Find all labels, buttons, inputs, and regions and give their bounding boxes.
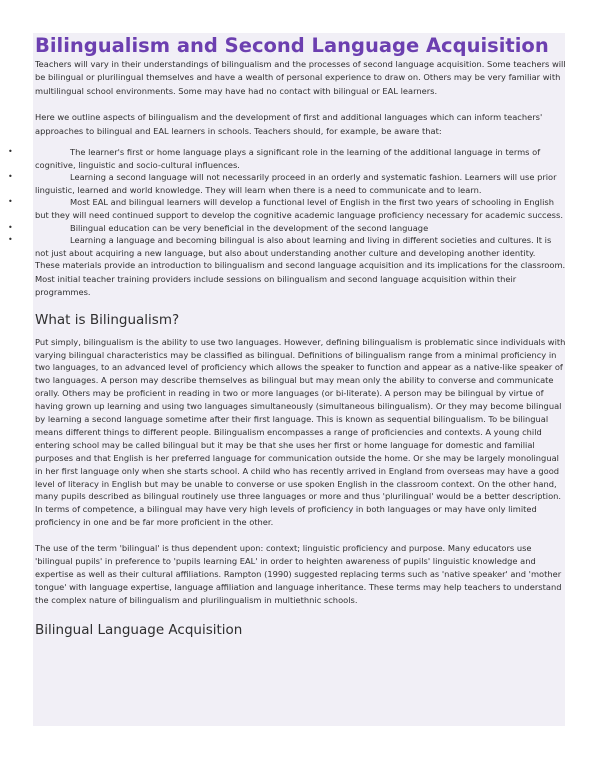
list-item [8,196,567,221]
materials-paragraph: These materials provide an introduction to bilingualism and second language acquisition and its implications for the classroom. Most initial teacher training providers include sessions on bilingualism and second language acquisition within their programmes. [35,260,566,298]
list-item-text: The learner's first or home language plays a significant role in the learning of the additional language in terms of cognitive, linguistic and socio-cultural influences. [35,147,541,170]
intro-paragraph-2: Here we outline aspects of bilingualism and the development of first and additional languages which can inform teachers' approaches to bilingual and EAL learners in schools. Teachers should, for example, be aware that: [35,112,543,136]
bullet-icon: • [8,235,13,245]
list-item-text: Bilingual education can be very beneficial in the development of the second language [70,222,429,233]
bilingual-term-paragraph: The use of the term 'bilingual' is thus dependent upon: context; linguistic proficiency and purpose. Many educators use 'bilingual pupils' in preference to 'pupils learning EAL' in order to heighten awareness of pupils' linguistic knowledge and expertise as well as their cultural affiliations. Rampton (1990) suggested replacing terms such as 'native speaker' and 'mother tongue' with language expertise, language affiliation and language inheritance. These terms may help teachers to understand the complex nature of bilingualism and plurilingualism in multiethnic schools. [35,543,562,605]
list-item [8,234,567,259]
bullet-icon: • [8,147,13,157]
list-item [8,146,567,171]
list-item [8,222,567,235]
intro-paragraph-1: Teachers will vary in their understandings of bilingualism and the processes of second language acquisition. Some teachers will be bilingual or plurilingual themselves and have a wealth of personal experience to draw on. Others may be very familiar with multilingual school environments. Some may have had no contact with bilingual or EAL learners. [35,59,566,96]
page-title: Bilingualism and Second Language Acquisition [35,34,549,57]
section-heading-what-is-bilingualism: What is Bilingualism? [35,311,180,328]
document-content [8,34,567,640]
bullet-icon: • [8,222,13,232]
section-heading-bilingual-language-acquisition: Bilingual Language Acquisition [35,621,243,638]
bullet-icon: • [8,172,13,182]
awareness-bullet-list [8,146,567,259]
list-item-text: Learning a second language will not necessarily proceed in an orderly and systematic fashion. Learners will use prior linguistic, learned and world knowledge. They will learn when there is a need to communicate and to learn. [35,172,557,195]
bilingualism-definition-paragraph: Put simply, bilingualism is the ability to use two languages. However, defining bilingualism is problematic since individuals with varying bilingual characteristics may be classified as bilingual. Definitions of bilingualism range from a minimal proficiency in two languages, to an advanced level of proficiency which allows the speaker to function and appear as a native-like speaker of two languages. A person may describe themselves as bilingual but may mean only the ability to converse and communicate orally. Others may be proficient in reading in two or more languages (or bi-literate). A person may be bilingual by virtue of having grown up learning and using two languages simultaneously (simultaneous bilingualism). Or they may become bilingual by learning a second language sometime after their first language. This is known as sequential bilingualism. To be bilingual means different things to different people. Bilingualism encompasses a range of proficiencies and contexts. A young child entering school may be called bilingual but it may be that she uses her first or home language for domestic and familial purposes and that English is her preferred language for communication outside the home. Or she may be largely monolingual in her first language only when she starts school. A child who has recently arrived in England from overseas may have a good level of literacy in English but may be unable to converse or use spoken English in the classroom context. On the other hand, many pupils described as bilingual routinely use three languages or more and thus 'plurilingual' would be a better description. In terms of competence, a bilingual may have very high levels of proficiency in both languages or may have only limited proficiency in one and be far more proficient in the other. [35,336,566,528]
list-item [8,171,567,196]
bullet-icon: • [8,197,13,207]
list-item-text: Learning a language and becoming bilingual is also about learning and living in different societies and cultures. It is not just about acquiring a new language, but also about understanding another culture and developing another identity. [35,235,552,258]
list-item-text: Most EAL and bilingual learners will develop a functional level of English in the first two years of schooling in English but they will need continued support to develop the cognitive academic language proficiency necessary for academic success. [35,197,563,220]
